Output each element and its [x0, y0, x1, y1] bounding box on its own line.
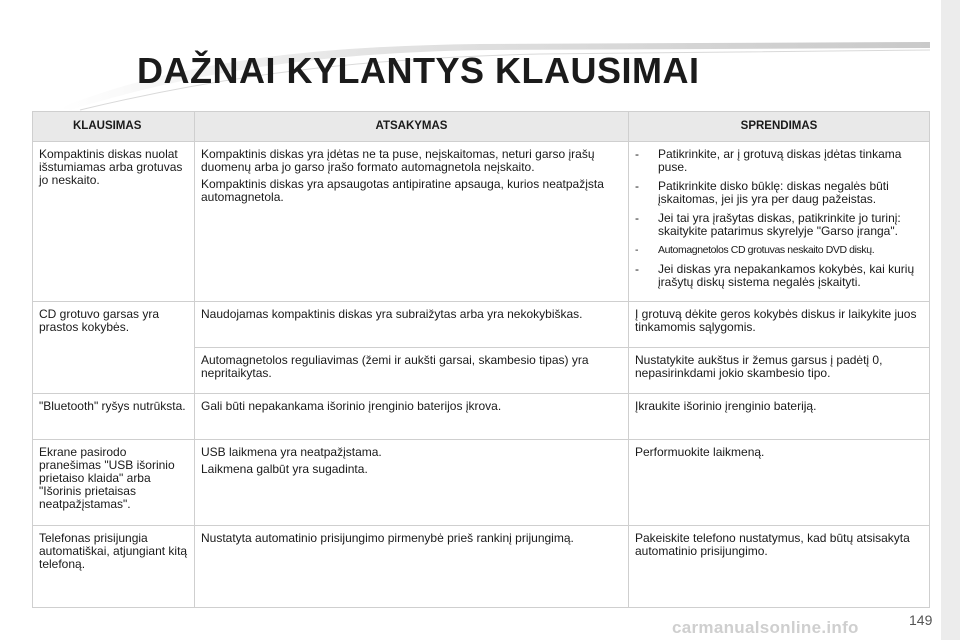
watermark: carmanualsonline.info [672, 618, 859, 637]
solution-cell: Performuokite laikmeną. [629, 440, 930, 526]
answer-cell [195, 440, 629, 526]
solution-cell: Nustatykite aukštus ir žemus garsus į padėtį 0, nepasirinkdami jokio skambesio tipo. [629, 348, 930, 394]
table-row [33, 526, 930, 608]
faq-table [32, 111, 930, 608]
table-row [33, 394, 930, 440]
table-row [33, 302, 930, 348]
solution-cell [629, 142, 930, 302]
answer-cell: Gali būti nepakankama išorinio įrenginio baterijos įkrova. [195, 394, 629, 440]
side-strip [941, 0, 960, 640]
column-header-question: KLAUSIMAS [33, 112, 195, 142]
answer-cell: Naudojamas kompaktinis diskas yra subraižytas arba yra nekokybiškas. [195, 302, 629, 348]
table-header-row [33, 112, 930, 142]
solution-item: - Patikrinkite, ar į grotuvą diskas įdėtas tinkama puse. [635, 148, 923, 174]
title-banner [60, 40, 930, 112]
table-row [33, 142, 930, 302]
solution-item: - Automagnetolos CD grotuvas neskaito DVD diskų. [635, 244, 923, 257]
column-header-answer: ATSAKYMAS [195, 112, 629, 142]
solution-item: - Jei tai yra įrašytas diskas, patikrinkite jo turinį: skaitykite patarimus skyrelyje "Garso įranga". [635, 212, 923, 238]
solution-item: - Jei diskas yra nepakankamos kokybės, kai kurių įrašytų diskų sistema negalės įskaityti. [635, 263, 923, 289]
question-cell: Kompaktinis diskas nuolat išstumiamas arba grotuvas jo neskaito. [33, 142, 195, 302]
question-cell: "Bluetooth" ryšys nutrūksta. [33, 394, 195, 440]
answer-text: Kompaktinis diskas yra apsaugotas antipiratine apsauga, kurios neatpažįsta automagnetola. [201, 177, 604, 204]
solution-list [635, 148, 923, 289]
table-row [33, 440, 930, 526]
answer-cell [195, 142, 629, 302]
page-number: 149 [909, 612, 933, 628]
question-cell: Ekrane pasirodo pranešimas "USB išorinio prietaiso klaida" arba "Išorinis prietaisas neatpažįstamas". [33, 440, 195, 526]
question-cell: Telefonas prisijungia automatiškai, atjungiant kitą telefoną. [33, 526, 195, 608]
solution-cell: Į grotuvą dėkite geros kokybės diskus ir laikykite juos tinkamomis sąlygomis. [629, 302, 930, 348]
solution-item: - Patikrinkite disko būklę: diskas negalės būti įskaitomas, jei jis yra per daug pažeistas. [635, 180, 923, 206]
answer-text: Kompaktinis diskas yra įdėtas ne ta puse, neįskaitomas, neturi garso įrašų duomenų arba jo garso įrašo formato automagnetola neįskaito. [201, 147, 595, 174]
page-title: DAŽNAI KYLANTYS KLAUSIMAI [137, 50, 700, 91]
solution-cell: Įkraukite išorinio įrenginio bateriją. [629, 394, 930, 440]
column-header-solution: SPRENDIMAS [629, 112, 930, 142]
answer-cell: Automagnetolos reguliavimas (žemi ir aukšti garsai, skambesio tipas) yra nepritaikytas. [195, 348, 629, 394]
answer-text: Laikmena galbūt yra sugadinta. [201, 462, 368, 476]
answer-cell: Nustatyta automatinio prisijungimo pirmenybė prieš rankinį prijungimą. [195, 526, 629, 608]
question-cell: CD grotuvo garsas yra prastos kokybės. [33, 302, 195, 394]
answer-text: USB laikmena yra neatpažįstama. [201, 445, 382, 459]
solution-cell: Pakeiskite telefono nustatymus, kad būtų atsisakyta automatinio prisijungimo. [629, 526, 930, 608]
